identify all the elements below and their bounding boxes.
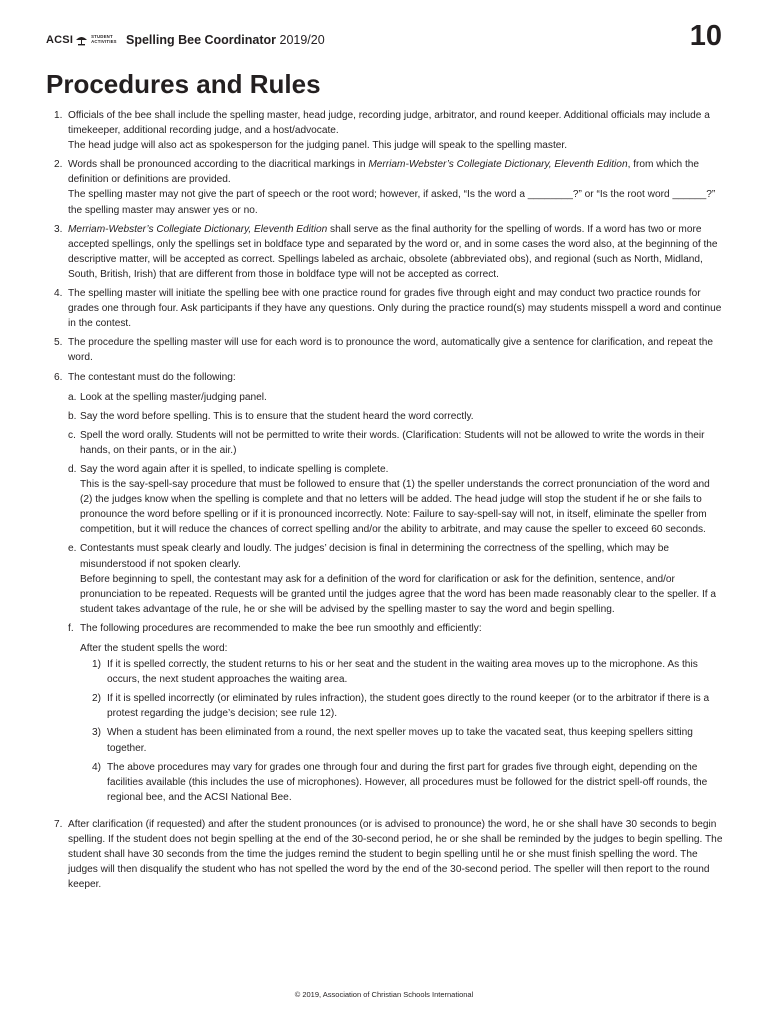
logo-student-activities	[91, 35, 117, 44]
rule-text-run: , from which the definition or definitions are provided.	[68, 159, 700, 186]
dictionary-title: Merriam-Webster’s Collegiate Dictionary, Eleventh Edition	[368, 159, 628, 171]
rule-2	[54, 157, 724, 217]
sub-rule-f	[68, 621, 724, 809]
rule-text: After clarification (if requested) and after the student pronounces (or is advised to pronounce) the word, he or she shall have 30 seconds to begin spelling. If the student does not begin spelling at the end of the 30-second period, he or she shall be reminded by the judges to begin spelling. The student shall have 30 seconds from the time the judges remind the student to begin spelling until he or she must finish spelling the word. The judges will then disqualify the student who has not spelled the word by the end of the 30-second period. The speller will then report to the round keeper.	[68, 818, 723, 891]
sub-rule-text: This is the say-spell-say procedure that must be followed to ensure that (1) the speller understands the correct pronunciation of the word and (2) the judges know when the spelling is complete and that no letters will be added. The head judge will stop the student if he or she fails to pronounce the word before spelling or if it is pronounced incorrectly. Note: Failure to say-spell-say will not, in itself, eliminate the speller from competition, but it will reduce the chances of correct spelling and/or the ability to arbitrate, and may cause the speller to exceed 60 seconds.	[80, 479, 710, 536]
sub-rule-letter: b.	[68, 410, 77, 422]
rule-3	[54, 222, 724, 282]
sub-rule-letter: a.	[68, 391, 77, 403]
lamp-icon	[75, 34, 88, 46]
procedure-step	[92, 657, 724, 687]
procedure-steps	[92, 657, 724, 805]
procedure-step	[92, 760, 724, 805]
sub-rule-letter: d.	[68, 463, 77, 475]
step-text: If it is spelled incorrectly (or eliminated by rules infraction), the student goes directly to the round keeper (or to the arbitrator if there is a protest regarding the judge’s decision; see rule 12).	[107, 693, 710, 720]
rule-5	[54, 335, 724, 365]
rule-number: 7.	[54, 818, 63, 830]
page-title: Procedures and Rules	[46, 69, 321, 99]
step-text: If it is spelled correctly, the student returns to his or her seat and the student in the waiting area moves up to the microphone. As this occurs, the next student approaches the waiting area.	[107, 659, 698, 686]
sub-rule-b	[68, 409, 724, 424]
rule-text	[68, 222, 724, 282]
rule-text-run: shall serve as the final authority for the spelling of words. If a word has two or more accepted spellings, only the spellings set in boldface type and separated by the word or, and in some cases the word also, at the beginning of the descriptive matter, will be accepted as correct. Spellings labeled as archaic, obsolete (abbreviated obs), and regional (such as North, Midland, South, British, Irish) that are different from those in boldface type will not be accepted as correct.	[68, 223, 718, 280]
rule-text: The contestant must do the following:	[68, 371, 236, 383]
sub-rule-text: Say the word before spelling. This is to ensure that the student heard the word correctly.	[80, 410, 474, 422]
rule-number: 3.	[54, 223, 63, 235]
rule-number: 5.	[54, 337, 63, 349]
procedure-intro: After the student spells the word:	[80, 643, 228, 654]
sub-rule-letter: f.	[68, 622, 74, 634]
rule-number: 2.	[54, 159, 63, 171]
rules-list	[54, 108, 724, 896]
sub-rule-c	[68, 428, 724, 458]
procedure-step	[92, 725, 724, 755]
logo-sub-line1: STUDENT	[91, 34, 113, 40]
step-text: When a student has been eliminated from a round, the next speller moves up to take the vacated seat, thus keeping spellers sitting together.	[107, 727, 693, 754]
sub-rule-letter: c.	[68, 429, 76, 441]
logo-sub-line2: ACTIVITIES	[91, 39, 117, 44]
sub-rule-text: Look at the spelling master/judging panel.	[80, 391, 267, 403]
sub-rule-text: Spell the word orally. Students will not be permitted to write their words. (Clarification: Students will not be allowed to write the words in their hands, on their pants, or in the air.)	[80, 429, 705, 456]
sub-rule-text: Before beginning to spell, the contestant may ask for a definition of the word for clarification or ask for the definition, sentence, and/or pronunciation to be repeated. Requests will be granted until the judges agree that the word has been made reasonably clear to the speller. If a student takes advantage of the rule, he or she will be advised by the spelling master to say the word and begin spelling.	[80, 573, 717, 615]
sub-rule-letter: e.	[68, 543, 77, 555]
acsi-logo	[46, 33, 117, 47]
logo-acsi-text: ACSI	[46, 34, 74, 46]
rule-1	[54, 108, 724, 153]
sub-rule-a	[68, 390, 724, 405]
document-year: 2019/20	[279, 33, 325, 47]
rule-text: The procedure the spelling master will use for each word is to pronounce the word, automatically give a sentence for clarification, and repeat the word.	[68, 337, 713, 364]
step-text: The above procedures may vary for grades one through four and during the first part for grades five through eight, depending on the facilities available (this includes the use of microphones). However, all procedures must be followed for the district spell-off rounds, the regional bee, and the ACSI National Bee.	[107, 761, 708, 803]
rule-number: 4.	[54, 288, 63, 300]
page-number: 10	[689, 20, 722, 52]
rule-4	[54, 286, 724, 331]
rule-6	[54, 370, 724, 813]
document-title-text: Spelling Bee Coordinator	[126, 33, 277, 47]
sub-rule-text: Contestants must speak clearly and loudly. The judges’ decision is final in determining the correctness of the spelling, which may be misunderstood if not spoken clearly.	[80, 543, 670, 570]
step-number: 3)	[92, 727, 102, 739]
rule-text: The spelling master will initiate the spelling bee with one practice round for grades five through eight and may conduct two practice rounds for grades one through four. Ask participants if they have any questions. Only during the practice round(s) may students misspell a word and continue in the contest.	[68, 288, 722, 330]
rule-7	[54, 817, 724, 892]
rule-text-run: Words shall be pronounced according to the diacritical markings in	[68, 159, 369, 171]
step-number: 1)	[92, 659, 102, 671]
page-header	[46, 20, 722, 56]
sub-rule-d	[68, 462, 724, 537]
rule-number: 1.	[54, 110, 63, 121]
rule-text: The head judge will also act as spokesperson for the judging panel. This judge will speak to the spelling master.	[68, 140, 568, 152]
sub-rule-e	[68, 541, 724, 616]
sub-rule-text: The following procedures are recommended to make the bee run smoothly and efficiently:	[80, 622, 482, 634]
sub-rule-text: Say the word again after it is spelled, to indicate spelling is complete.	[80, 463, 389, 475]
rule-text	[68, 157, 724, 187]
step-number: 2)	[92, 693, 102, 705]
rule-text: The spelling master may not give the part of speech or the root word; however, if asked, “Is the word a ________?” or “Is the root word ______?” the spelling master may answer yes or no.	[68, 189, 716, 216]
step-number: 4)	[92, 761, 102, 773]
procedure-step	[92, 691, 724, 721]
copyright-footer: © 2019, Association of Christian Schools International	[294, 990, 474, 999]
rule-number: 6.	[54, 371, 63, 383]
document-title	[126, 33, 325, 47]
rule-text: Officials of the bee shall include the spelling master, head judge, recording judge, arbitrator, and round keeper. Additional officials may include a timekeeper, additional recording judge, and a host/advocate.	[68, 110, 710, 137]
dictionary-title: Merriam-Webster’s Collegiate Dictionary, Eleventh Edition	[68, 223, 328, 235]
